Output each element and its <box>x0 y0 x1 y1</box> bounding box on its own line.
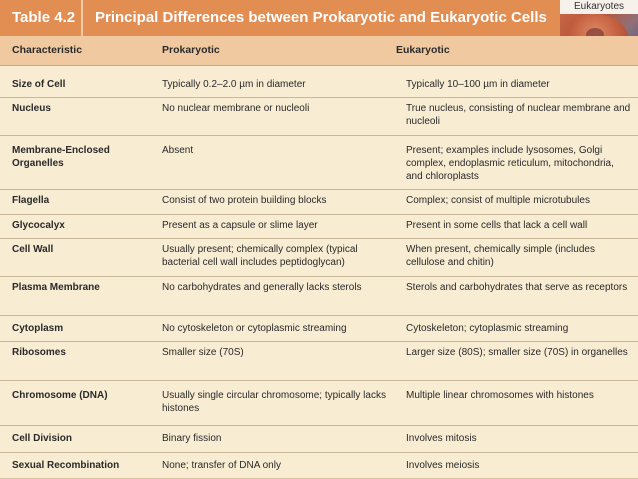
row-characteristic: Nucleus <box>12 103 51 114</box>
row-prokaryotic: None; transfer of DNA only <box>162 460 281 471</box>
row-characteristic: Size of Cell <box>12 79 66 90</box>
table-number: Table 4.2 <box>12 9 76 26</box>
table-row <box>0 342 638 381</box>
column-header-row <box>0 36 638 66</box>
row-prokaryotic: Usually single circular chromosome; typically lacks histones <box>162 390 386 414</box>
row-eukaryotic: Sterols and carbohydrates that serve as receptors <box>406 282 628 293</box>
row-eukaryotic: Cytoskeleton; cytoplasmic streaming <box>406 323 569 334</box>
table-header-bar <box>0 0 638 36</box>
table-title: Principal Differences between Prokaryotic and Eukaryotic Cells <box>95 9 547 26</box>
table-row <box>0 74 638 98</box>
table-row <box>0 239 638 277</box>
row-characteristic: Plasma Membrane <box>12 282 100 293</box>
row-eukaryotic: True nucleus, consisting of nuclear membrane and nucleoli <box>406 103 631 127</box>
table-row <box>0 98 638 136</box>
column-header-characteristic: Characteristic <box>12 44 83 56</box>
row-prokaryotic: Absent <box>162 145 194 156</box>
row-eukaryotic: Typically 10–100 µm in diameter <box>406 79 550 90</box>
row-characteristic: Sexual Recombination <box>12 460 120 471</box>
table-row <box>0 277 638 316</box>
table-row <box>0 136 638 190</box>
row-prokaryotic: Present as a capsule or slime layer <box>162 220 318 231</box>
row-characteristic: Chromosome (DNA) <box>12 390 108 401</box>
table-row <box>0 381 638 426</box>
column-header-eukaryotic: Eukaryotic <box>396 44 450 56</box>
row-prokaryotic: Typically 0.2–2.0 µm in diameter <box>162 79 306 90</box>
row-prokaryotic: Usually present; chemically complex (typical bacterial cell wall includes peptidoglycan) <box>162 244 358 268</box>
table-row <box>0 215 638 239</box>
row-characteristic: Ribosomes <box>12 347 66 358</box>
row-eukaryotic: Complex; consist of multiple microtubules <box>406 195 590 206</box>
row-prokaryotic: Binary fission <box>162 433 222 444</box>
row-eukaryotic: When present, chemically simple (includes cellulose and chitin) <box>406 244 595 268</box>
column-header-prokaryotic: Prokaryotic <box>162 44 220 56</box>
row-characteristic: Cell Division <box>12 433 73 444</box>
row-eukaryotic: Involves mitosis <box>406 433 477 444</box>
row-eukaryotic: Involves meiosis <box>406 460 480 471</box>
row-eukaryotic: Larger size (80S); smaller size (70S) in organelles <box>406 347 628 358</box>
thumbnail-caption-bar <box>560 0 638 14</box>
row-characteristic: Cytoplasm <box>12 323 64 334</box>
header-divider <box>81 0 83 36</box>
row-eukaryotic: Present in some cells that lack a cell wall <box>406 220 588 231</box>
row-prokaryotic: No nuclear membrane or nucleoli <box>162 103 310 114</box>
row-eukaryotic: Multiple linear chromosomes with histones <box>406 390 594 401</box>
row-prokaryotic: Smaller size (70S) <box>162 347 244 358</box>
row-characteristic: Cell Wall <box>12 244 54 255</box>
row-prokaryotic: No cytoskeleton or cytoplasmic streaming <box>162 323 347 334</box>
table-row <box>0 316 638 342</box>
table-row <box>0 453 638 478</box>
row-prokaryotic: Consist of two protein building blocks <box>162 195 327 206</box>
row-prokaryotic: No carbohydrates and generally lacks sterols <box>162 282 362 293</box>
row-characteristic: Glycocalyx <box>12 220 65 231</box>
row-characteristic: Flagella <box>12 195 50 206</box>
table-row <box>0 426 638 453</box>
table-row <box>0 190 638 215</box>
row-eukaryotic: Present; examples include lysosomes, Golgi complex, endoplasmic reticulum, mitochondria, and chloroplasts <box>406 145 614 182</box>
thumbnail-caption: Eukaryotes <box>573 1 625 12</box>
row-characteristic: Membrane-Enclosed Organelles <box>12 145 110 169</box>
